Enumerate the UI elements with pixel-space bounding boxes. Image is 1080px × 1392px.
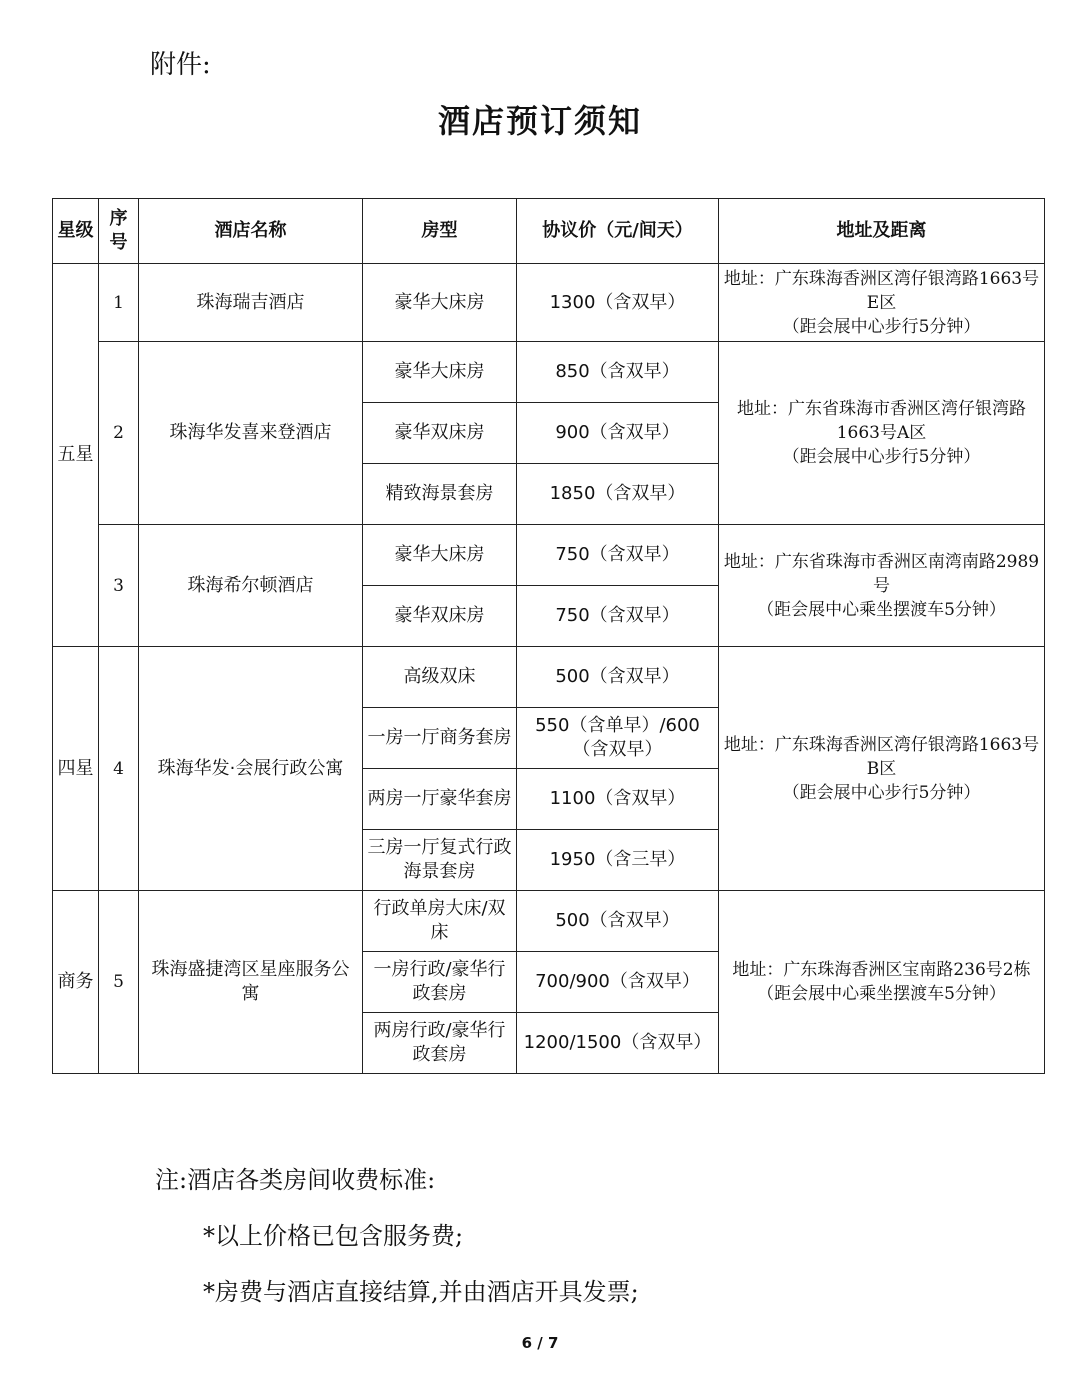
room-price: 700/900（含双早） bbox=[517, 952, 719, 1013]
hotel-address: 地址：广东省珠海市香洲区南湾南路2989号 bbox=[723, 551, 1040, 596]
hotel-distance: （距会展中心步行5分钟） bbox=[782, 316, 981, 337]
hotel-name: 珠海华发·会展行政公寓 bbox=[139, 647, 363, 891]
hotel-address: 地址：广东珠海香洲区宝南路236号2栋 bbox=[732, 960, 1031, 980]
room-type: 行政单房大床/双床 bbox=[363, 891, 517, 952]
hotel-address: 地址：广东珠海香洲区湾仔银湾路1663号B区 bbox=[723, 734, 1040, 779]
note-item: *房费与酒店直接结算,并由酒店开具发票; bbox=[203, 1278, 639, 1306]
hotel-distance: （距会展中心乘坐摆渡车5分钟） bbox=[757, 599, 1006, 620]
table-row bbox=[53, 342, 1045, 403]
room-price: 750（含双早） bbox=[517, 525, 719, 586]
room-type: 两房一厅豪华套房 bbox=[363, 769, 517, 830]
room-price: 1950（含三早） bbox=[517, 830, 719, 891]
table-row bbox=[53, 525, 1045, 586]
room-price: 850（含双早） bbox=[517, 342, 719, 403]
header-address: 地址及距离 bbox=[719, 199, 1045, 264]
header-no: 序号 bbox=[99, 199, 139, 264]
room-type: 豪华大床房 bbox=[363, 264, 517, 342]
hotel-no: 5 bbox=[99, 891, 139, 1074]
room-price: 1300（含双早） bbox=[517, 264, 719, 342]
hotel-no: 2 bbox=[99, 342, 139, 525]
room-type: 豪华双床房 bbox=[363, 403, 517, 464]
room-price: 1100（含双早） bbox=[517, 769, 719, 830]
table-row bbox=[53, 647, 1045, 708]
hotel-address-cell bbox=[719, 647, 1045, 891]
hotel-name: 珠海华发喜来登酒店 bbox=[139, 342, 363, 525]
table-row bbox=[53, 891, 1045, 952]
page-number: 6 / 7 bbox=[521, 1334, 559, 1352]
room-type: 豪华大床房 bbox=[363, 525, 517, 586]
room-price: 900（含双早） bbox=[517, 403, 719, 464]
hotel-address-cell bbox=[719, 525, 1045, 647]
room-type: 高级双床 bbox=[363, 647, 517, 708]
hotel-address: 地址：广东珠海香洲区湾仔银湾路1663号E区 bbox=[723, 268, 1040, 313]
hotel-name: 珠海盛捷湾区星座服务公寓 bbox=[139, 891, 363, 1074]
room-type: 一房行政/豪华行政套房 bbox=[363, 952, 517, 1013]
star-cell: 商务 bbox=[53, 891, 99, 1074]
hotel-table bbox=[52, 198, 1045, 1074]
attachment-label: 附件: bbox=[150, 50, 211, 80]
header-name: 酒店名称 bbox=[139, 199, 363, 264]
hotel-distance: （距会展中心乘坐摆渡车5分钟） bbox=[757, 984, 1006, 1004]
star-cell: 五星 bbox=[53, 264, 99, 647]
room-price: 500（含双早） bbox=[517, 891, 719, 952]
hotel-address: 地址：广东省珠海市香洲区湾仔银湾路1663号A区 bbox=[737, 399, 1026, 443]
notes-section bbox=[155, 1152, 639, 1320]
hotel-name: 珠海瑞吉酒店 bbox=[139, 264, 363, 342]
header-star: 星级 bbox=[53, 199, 99, 264]
star-cell: 四星 bbox=[53, 647, 99, 891]
hotel-no: 3 bbox=[99, 525, 139, 647]
header-room: 房型 bbox=[363, 199, 517, 264]
hotel-address-cell bbox=[719, 891, 1045, 1074]
room-type: 两房行政/豪华行政套房 bbox=[363, 1013, 517, 1074]
page-title: 酒店预订须知 bbox=[437, 102, 642, 140]
table-header-row bbox=[53, 199, 1045, 264]
room-type: 豪华双床房 bbox=[363, 586, 517, 647]
room-type: 三房一厅复式行政海景套房 bbox=[363, 830, 517, 891]
room-price: 1850（含双早） bbox=[517, 464, 719, 525]
hotel-address-cell bbox=[719, 342, 1045, 525]
header-price: 协议价（元/间天） bbox=[517, 199, 719, 264]
room-price: 500（含双早） bbox=[517, 647, 719, 708]
room-price: 750（含双早） bbox=[517, 586, 719, 647]
room-price: 1200/1500（含双早） bbox=[517, 1013, 719, 1074]
note-item: *以上价格已包含服务费; bbox=[203, 1222, 464, 1250]
notes-heading: 注:酒店各类房间收费标准: bbox=[155, 1166, 436, 1194]
hotel-no: 4 bbox=[99, 647, 139, 891]
room-type: 豪华大床房 bbox=[363, 342, 517, 403]
hotel-no: 1 bbox=[99, 264, 139, 342]
room-type: 精致海景套房 bbox=[363, 464, 517, 525]
hotel-address-cell bbox=[719, 264, 1045, 342]
room-type: 一房一厅商务套房 bbox=[363, 708, 517, 769]
room-price: 550（含单早）/600（含双早） bbox=[517, 708, 719, 769]
table-row bbox=[53, 264, 1045, 342]
hotel-distance: （距会展中心步行5分钟） bbox=[782, 447, 981, 467]
hotel-name: 珠海希尔顿酒店 bbox=[139, 525, 363, 647]
hotel-distance: （距会展中心步行5分钟） bbox=[782, 782, 981, 803]
